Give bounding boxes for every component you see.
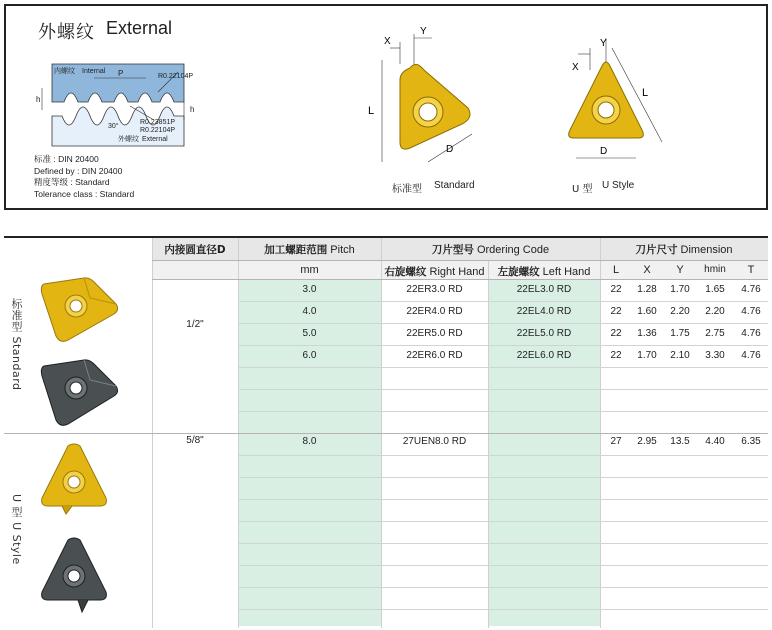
subheader-y: Y xyxy=(676,264,684,276)
label-external-cn: 外螺纹 xyxy=(118,136,139,143)
row-t: 4.76 xyxy=(741,284,761,295)
row-l: 22 xyxy=(610,284,622,295)
standard-line-1: 标准 : DIN 20400 xyxy=(34,154,99,164)
u-insert-gold-photo xyxy=(38,442,110,516)
product-table xyxy=(4,236,768,628)
row-t: 4.76 xyxy=(741,306,761,317)
row-x: 1.28 xyxy=(637,284,657,295)
label-internal-en: Internal xyxy=(82,68,106,75)
subheader-right-hand: 右旋螺纹 Right Hand xyxy=(384,266,485,278)
row-divider xyxy=(238,367,768,368)
row-left-code: 22EL5.0 RD xyxy=(516,328,572,339)
row-x: 1.70 xyxy=(637,350,657,361)
header-d: 内接圆直径D xyxy=(164,244,226,256)
row-hmin: 2.20 xyxy=(705,306,725,317)
row-divider xyxy=(238,477,768,478)
row-hmin: 1.65 xyxy=(705,284,725,295)
std-caption-en: Standard xyxy=(434,180,475,191)
row-right-code: 22ER6.0 RD xyxy=(406,350,463,361)
u-y-label: Y xyxy=(600,38,607,49)
row-l: 27 xyxy=(610,436,622,447)
row-divider xyxy=(152,260,768,261)
label-r-bottom-1: R0.23851P xyxy=(140,119,176,126)
standard-line-3: 精度等级 : Standard xyxy=(34,177,110,187)
standard-insert-dark-photo xyxy=(38,356,120,430)
row-right-code: 22ER5.0 RD xyxy=(406,328,463,339)
group-standard-label: 标准型 Standard xyxy=(10,298,23,391)
row-l: 22 xyxy=(610,306,622,317)
standard-line-2: Defined by : DIN 20400 xyxy=(34,165,123,176)
u-caption-cn: U 型 xyxy=(572,184,593,195)
u-l-label: L xyxy=(642,87,649,99)
row-pitch: 4.0 xyxy=(302,306,317,317)
label-angle: 30° xyxy=(108,123,119,130)
std-caption-cn: 标准型 xyxy=(392,184,422,195)
label-pitch-p: P xyxy=(118,69,124,78)
header-dimension: 刀片尺寸 Dimension xyxy=(635,244,733,256)
row-hmin: 4.40 xyxy=(705,436,725,447)
row-divider xyxy=(152,279,768,280)
subheader-mm: mm xyxy=(300,264,319,276)
row-pitch: 3.0 xyxy=(302,284,317,295)
subheader-left-hand: 左旋螺纹 Left Hand xyxy=(497,266,591,278)
header-pitch: 加工螺距范围 Pitch xyxy=(264,244,355,256)
row-hmin: 2.75 xyxy=(705,328,725,339)
row-l: 22 xyxy=(610,328,622,339)
row-y: 2.20 xyxy=(670,306,690,317)
standard-line-4: Tolerance class : Standard xyxy=(34,188,135,199)
row-divider xyxy=(238,345,768,346)
group-u-style-label: U 型 U Style xyxy=(10,494,23,565)
subheader-t: T xyxy=(747,264,755,276)
u-style-insert-diagram xyxy=(546,30,676,170)
label-h-left: h xyxy=(36,95,41,104)
group-divider xyxy=(4,433,768,434)
title-english: External xyxy=(106,18,173,38)
row-y: 2.10 xyxy=(670,350,690,361)
row-divider xyxy=(238,543,768,544)
row-left-code xyxy=(488,435,600,449)
std-d-label: D xyxy=(446,144,454,155)
label-internal-cn: 内螺纹 xyxy=(54,68,75,75)
label-r-bottom-2: R0.22104P xyxy=(140,127,176,134)
title-chinese: 外螺纹 xyxy=(38,22,95,43)
row-pitch: 5.0 xyxy=(302,328,317,339)
subheader-hmin: hmin xyxy=(704,264,726,275)
group-u-style-d: 5/8" xyxy=(186,435,204,446)
u-insert-dark-photo xyxy=(38,536,110,614)
row-x: 2.95 xyxy=(637,436,657,447)
row-right-code: 22ER3.0 RD xyxy=(406,284,463,295)
u-x-label: X xyxy=(572,62,579,73)
row-left-code: 22EL6.0 RD xyxy=(516,350,572,361)
row-divider xyxy=(238,565,768,566)
u-d-label: D xyxy=(600,146,608,157)
row-x: 1.60 xyxy=(637,306,657,317)
row-divider xyxy=(238,521,768,522)
std-l-label: L xyxy=(368,105,375,117)
row-hmin: 3.30 xyxy=(705,350,725,361)
subheader-x: X xyxy=(643,264,651,276)
row-l: 22 xyxy=(610,350,622,361)
row-right-code: 22ER4.0 RD xyxy=(406,306,463,317)
row-y: 1.70 xyxy=(670,284,690,295)
subheader-l: L xyxy=(612,264,620,276)
row-divider xyxy=(238,411,768,412)
row-y: 13.5 xyxy=(670,436,690,447)
row-x: 1.36 xyxy=(637,328,657,339)
label-external-en: External xyxy=(142,136,168,143)
row-divider xyxy=(238,455,768,456)
row-y: 1.75 xyxy=(670,328,690,339)
u-caption-en: U Style xyxy=(602,180,635,191)
row-divider xyxy=(238,323,768,324)
row-divider xyxy=(238,389,768,390)
row-t: 6.35 xyxy=(741,436,761,447)
row-divider xyxy=(238,499,768,500)
row-divider xyxy=(238,609,768,610)
label-r-top: R0.22104P xyxy=(158,73,194,80)
standard-insert-diagram xyxy=(362,24,492,174)
row-t: 4.76 xyxy=(741,328,761,339)
row-pitch: 8.0 xyxy=(302,436,317,447)
row-right-code: 27UEN8.0 RD xyxy=(402,436,467,447)
std-x-label: X xyxy=(384,36,391,47)
row-left-code: 22EL3.0 RD xyxy=(516,284,572,295)
standard-insert-gold-photo xyxy=(38,274,120,346)
standards-notes xyxy=(34,154,134,200)
thread-profile-diagram xyxy=(34,58,214,150)
row-left-code: 22EL4.0 RD xyxy=(516,306,572,317)
thread-info-panel xyxy=(4,4,768,210)
row-t: 4.76 xyxy=(741,350,761,361)
row-pitch: 6.0 xyxy=(302,350,317,361)
std-y-label: Y xyxy=(420,26,427,37)
row-divider xyxy=(238,587,768,588)
group-standard-d: 1/2" xyxy=(186,319,204,330)
label-h-right: h xyxy=(190,105,195,114)
row-divider xyxy=(238,301,768,302)
header-ordering-code: 刀片型号 Ordering Code xyxy=(431,244,550,256)
